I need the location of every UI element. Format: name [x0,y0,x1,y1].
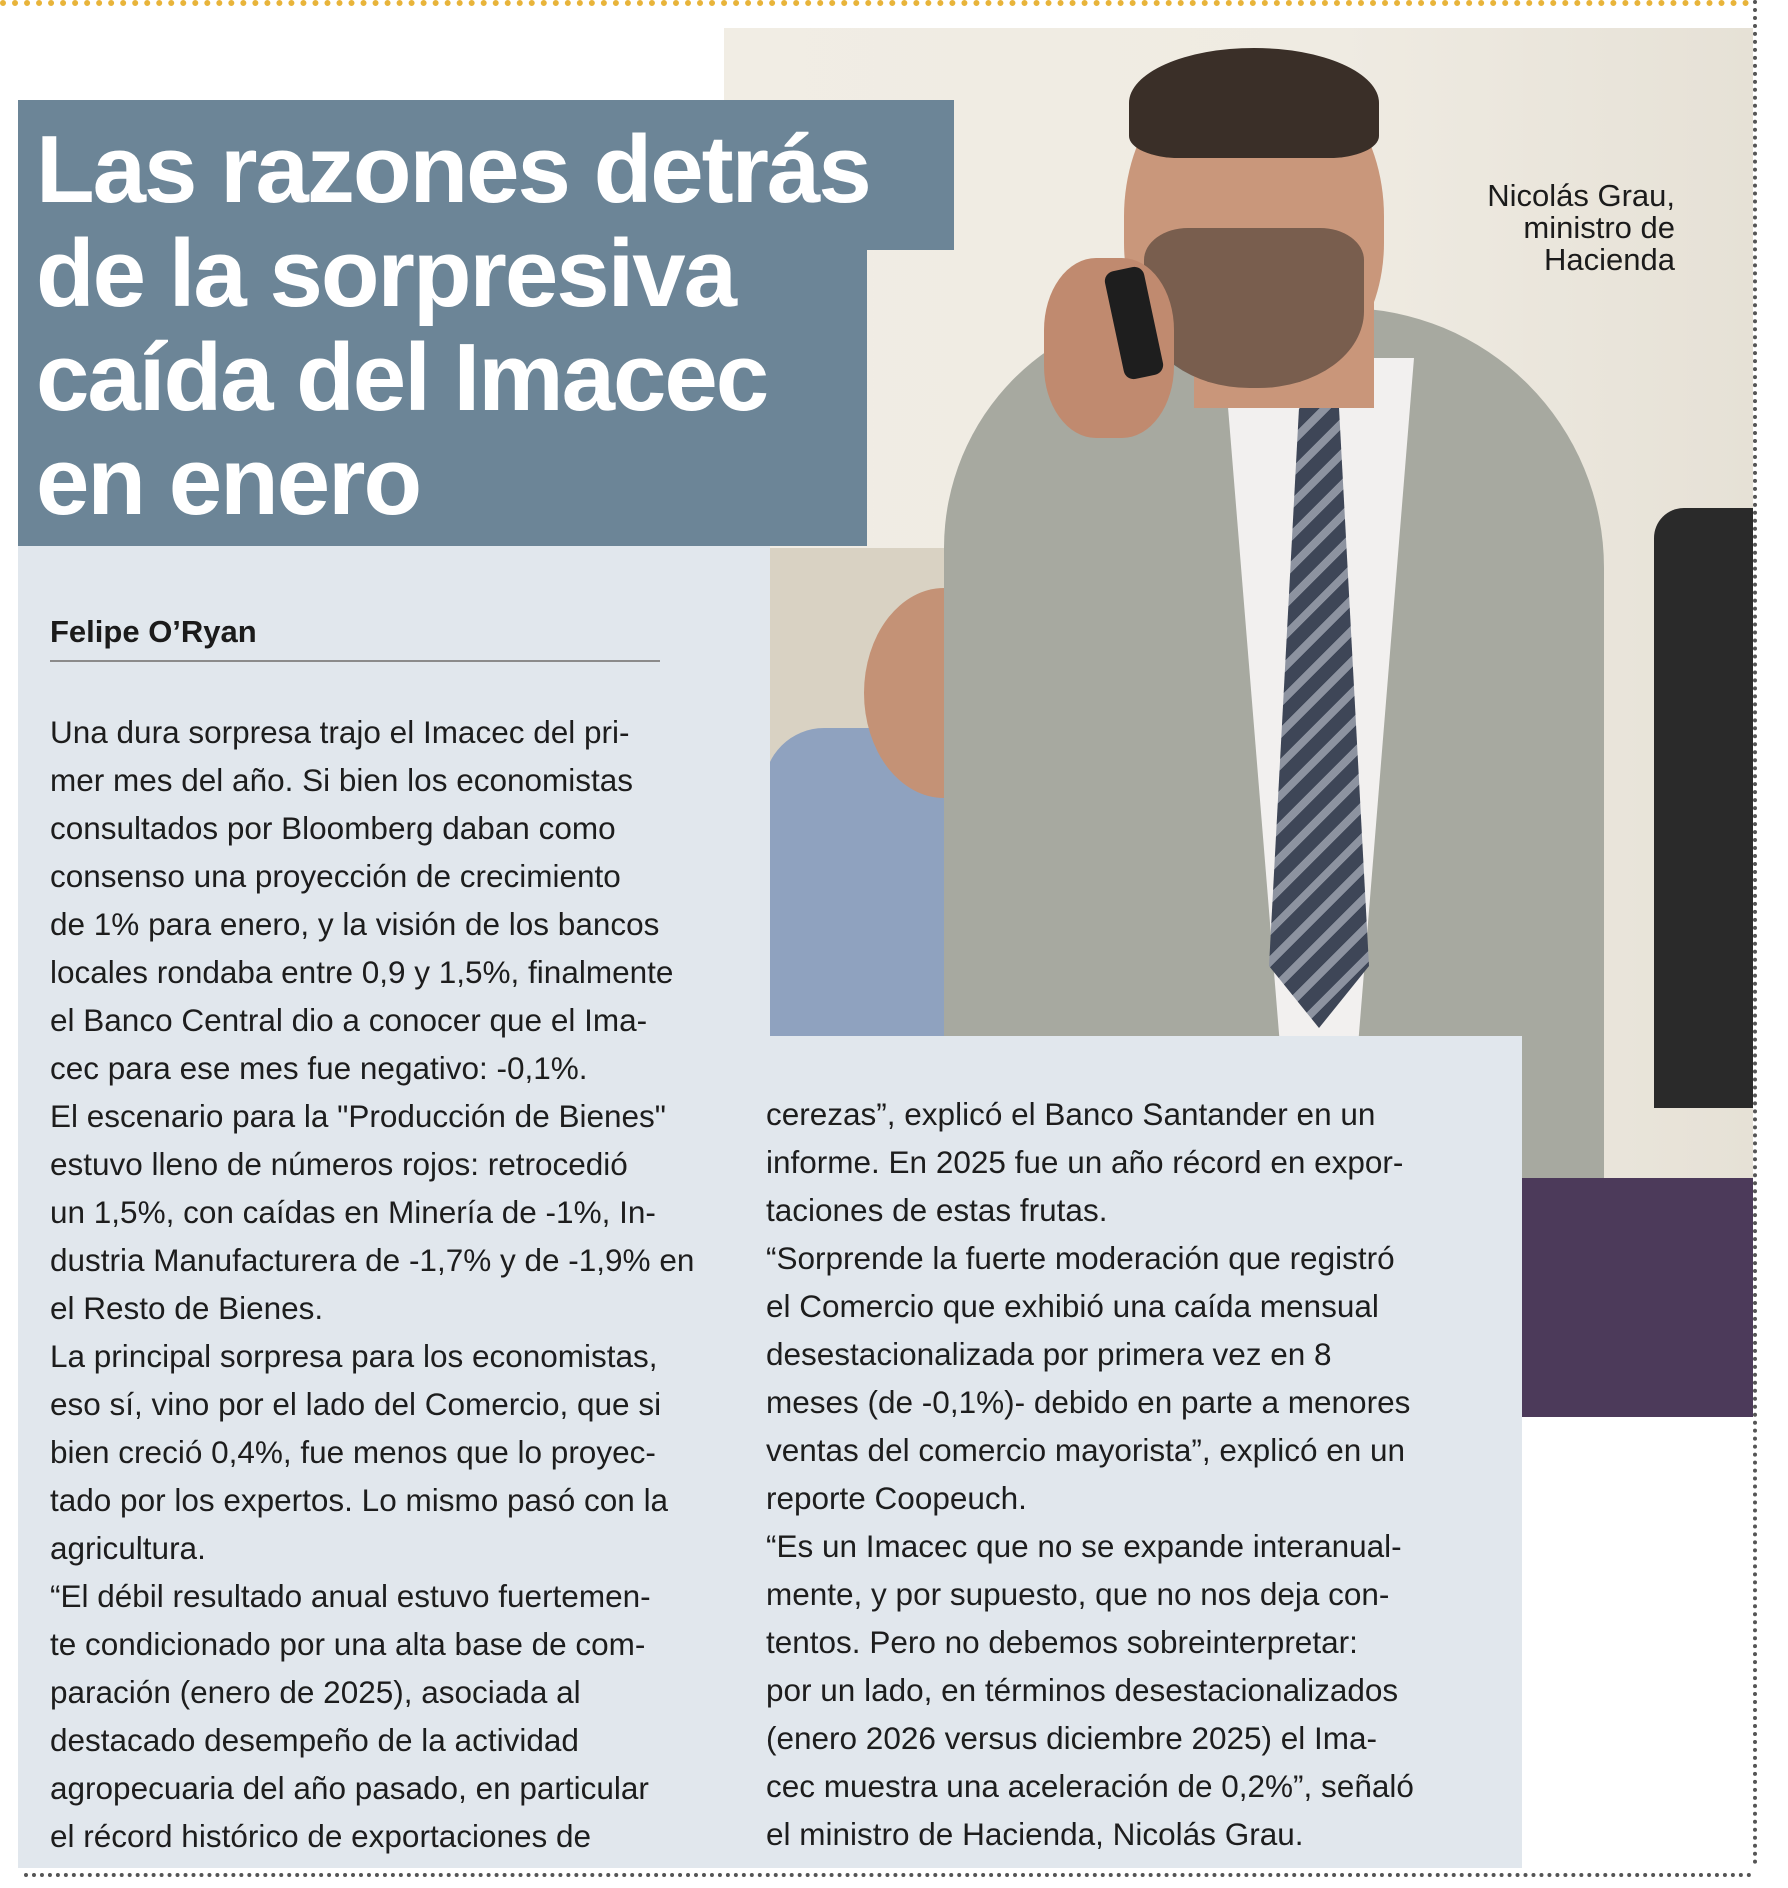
body-line: cec para ese mes fue negativo: -0,1%. [50,1050,588,1086]
body-line: La principal sorpresa para los economistas, [50,1338,658,1374]
photo-caption: Nicolás Grau, ministro de Hacienda [1487,178,1675,277]
body-line: “El débil resultado anual estuvo fuertemen- [50,1578,651,1614]
body-line: agropecuaria del año pasado, en particular [50,1770,649,1806]
body-line: meses (de -0,1%)- debido en parte a menores [766,1384,1411,1420]
body-line: estuvo lleno de números rojos: retrocedió [50,1146,628,1182]
right-dotted-border [1753,0,1757,1866]
body-line: mente, y por supuesto, que no nos deja con- [766,1576,1390,1612]
body-line: cerezas”, explicó el Banco Santander en un [766,1096,1376,1132]
body-line: ventas del comercio mayorista”, explicó en un [766,1432,1406,1468]
body-line: paración (enero de 2025), asociada al [50,1674,581,1710]
body-line: el Banco Central dio a conocer que el Ima- [50,1002,648,1038]
body-line: (enero 2026 versus diciembre 2025) el Ima- [766,1720,1378,1756]
body-line: el Resto de Bienes. [50,1290,324,1326]
body-line: “Es un Imacec que no se expande interanual- [766,1528,1402,1564]
body-line: consenso una proyección de crecimiento [50,858,621,894]
body-line: el récord histórico de exportaciones de [50,1818,592,1854]
body-line: “Sorprende la fuerte moderación que registró [766,1240,1395,1276]
body-line: El escenario para la "Producción de Bienes" [50,1098,666,1134]
body-column-right [766,1090,1496,1858]
body-line: reporte Coopeuch. [766,1480,1027,1516]
body-line: eso sí, vino por el lado del Comercio, que si [50,1386,662,1422]
headline: Las razones detrás de la sorpresiva caída del Imacec en enero [36,116,870,535]
body-line: por un lado, en términos desestacionalizados [766,1672,1399,1708]
body-line: agricultura. [50,1530,206,1566]
byline-divider [50,660,660,662]
body-line: el ministro de Hacienda, Nicolás Grau. [766,1816,1304,1852]
body-line: bien creció 0,4%, fue menos que lo proyec- [50,1434,656,1470]
bottom-dotted-border [24,1873,1753,1877]
body-line: el Comercio que exhibió una caída mensual [766,1288,1379,1324]
body-line: un 1,5%, con caídas en Minería de -1%, In- [50,1194,656,1230]
body-line: cec muestra una aceleración de 0,2%”, señaló [766,1768,1414,1804]
body-line: dustria Manufacturera de -1,7% y de -1,9% en [50,1242,695,1278]
body-line: informe. En 2025 fue un año récord en expor- [766,1144,1404,1180]
body-line: te condicionado por una alta base de com- [50,1626,646,1662]
body-line: taciones de estas frutas. [766,1192,1108,1228]
body-line: desestacionalizada por primera vez en 8 [766,1336,1332,1372]
body-line: mer mes del año. Si bien los economistas [50,762,634,798]
body-line: tentos. Pero no debemos sobreinterpretar: [766,1624,1358,1660]
body-line: locales rondaba entre 0,9 y 1,5%, finalmente [50,954,674,990]
body-line: destacado desempeño de la actividad [50,1722,579,1758]
body-line: Una dura sorpresa trajo el Imacec del pri- [50,714,630,750]
body-line: tado por los expertos. Lo mismo pasó con la [50,1482,669,1518]
body-line: consultados por Bloomberg daban como [50,810,616,846]
body-column-left [50,708,740,1860]
author-byline: Felipe O’Ryan [50,614,257,649]
body-line: de 1% para enero, y la visión de los bancos [50,906,660,942]
top-dotted-border [0,0,1750,6]
